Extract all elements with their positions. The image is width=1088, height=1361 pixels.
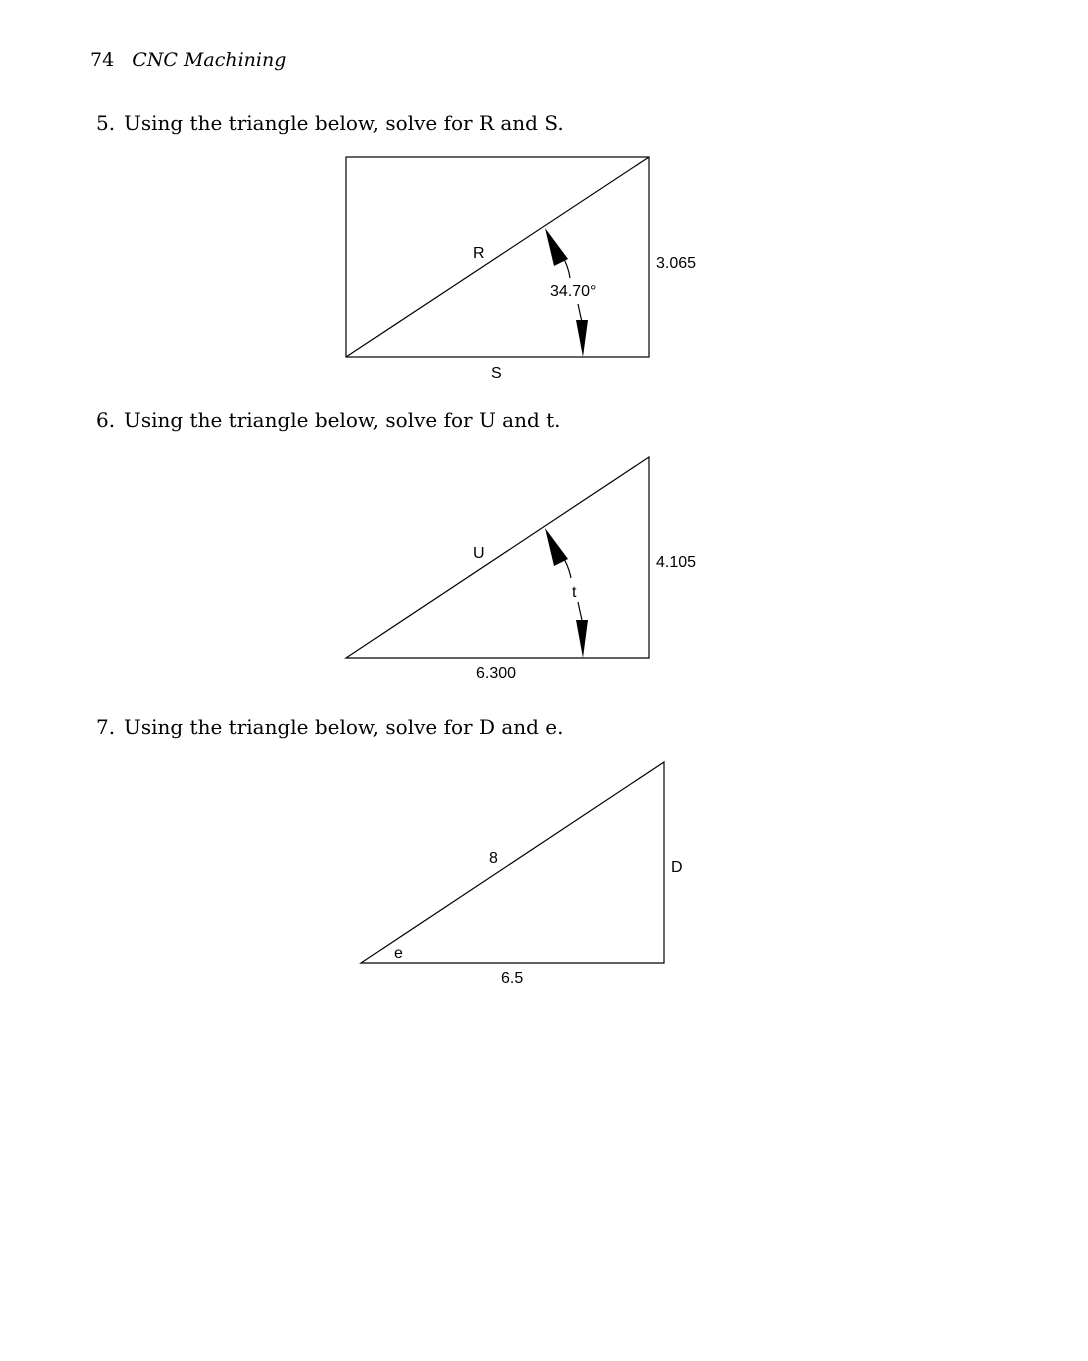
figure-5-frame [346,157,649,357]
figure-6-angle-arc-lower [578,602,582,620]
figure-5-hypotenuse-label: R [473,245,485,262]
problem-5-prompt [96,110,564,136]
figure-6-angle-arc-upper [555,545,571,578]
problem-7-number: 7. [96,715,116,739]
figure-6-triangle [346,457,696,682]
figure-5-height-label: 3.065 [656,255,697,272]
figure-7-outline [361,762,664,963]
figure-5-angle-arrow-down [576,320,588,357]
figure-5-triangle [346,157,696,382]
problem-5-number: 5. [96,111,116,135]
figure-5-base-label: S [491,365,502,382]
figure-7-base-label: 6.5 [501,970,524,987]
figure-6-angle-arrow-down [576,620,588,658]
figure-5-angle-arc-upper [555,245,570,278]
figure-5-angle-arrow-up [545,228,568,266]
figure-7-height-label: D [671,859,683,876]
figure-5-hypotenuse [346,157,649,357]
problem-7-prompt [96,714,564,740]
figure-7-triangle [361,762,683,987]
figure-6-angle-label: t [572,584,577,601]
figure-6-height-label: 4.105 [656,554,697,571]
figure-5-angle-arc-lower [578,304,582,322]
figure-7-angle-label: e [394,945,403,962]
figure-6-outline [346,457,649,658]
problem-6-text: Using the triangle below, solve for U and t. [124,408,561,432]
problem-6-number: 6. [96,408,116,432]
problem-5-text: Using the triangle below, solve for R and S. [124,111,564,135]
running-header [90,48,286,72]
figure-6-angle-arrow-up [545,528,568,566]
page-number: 74 [90,49,115,71]
figure-6-base-label: 6.300 [476,665,517,682]
figure-5-angle-label: 34.70° [550,283,597,300]
figure-7-hypotenuse-label: 8 [489,850,498,867]
problem-6-prompt [96,407,561,433]
problem-7-text: Using the triangle below, solve for D and e. [124,715,564,739]
book-title: CNC Machining [132,49,287,71]
figure-6-hypotenuse-label: U [473,545,485,562]
